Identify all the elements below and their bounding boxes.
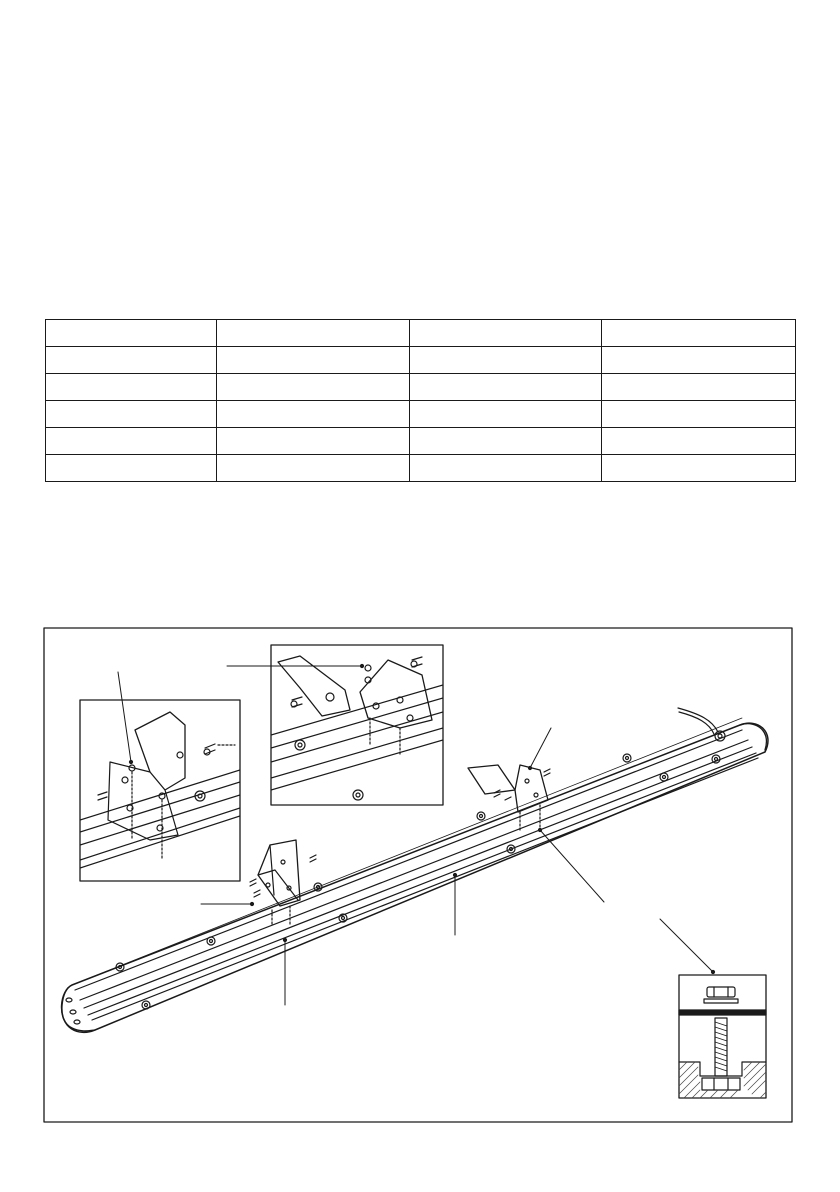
nut-icon [129,765,165,799]
bracket-detail-inset-2 [271,645,443,805]
diagram-frame [44,628,792,1122]
bracket-detail-inset-1 [80,700,240,881]
bolt-icon [250,855,316,897]
t-slot-bolt-icon [679,975,766,1098]
callout-leader-lines [118,664,715,1005]
heater-body [61,708,768,1032]
power-cable-icon [678,708,718,732]
